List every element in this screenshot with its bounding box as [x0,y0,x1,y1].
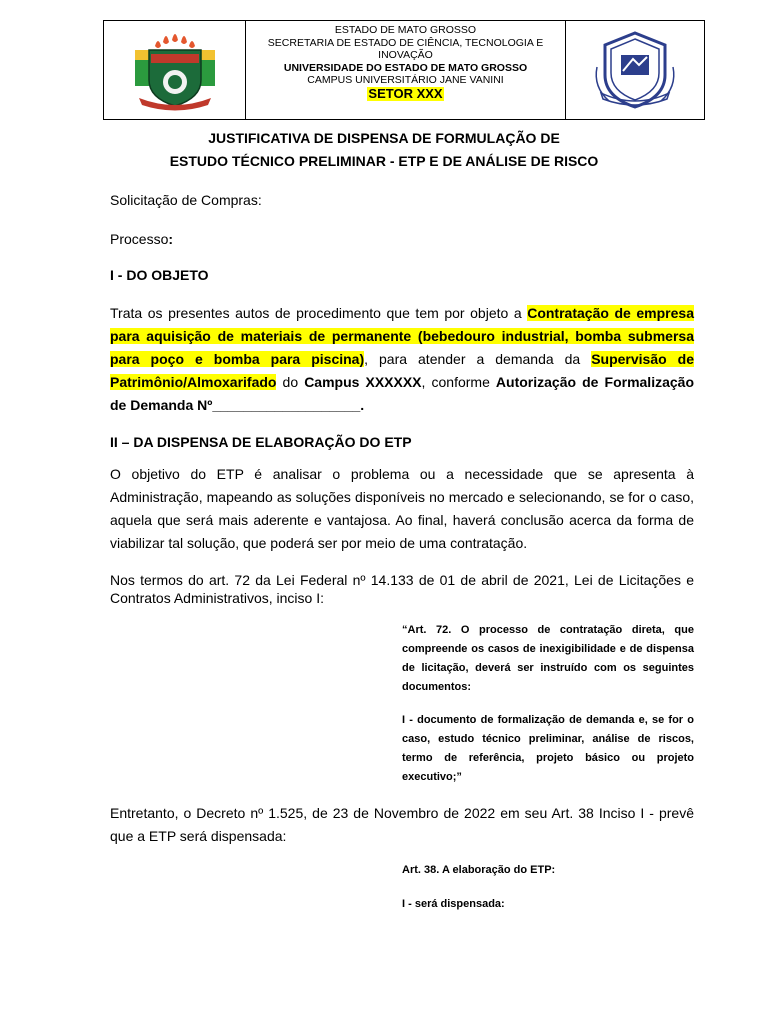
header-state: ESTADO DE MATO GROSSO [334,24,477,36]
header-text-block [246,21,566,119]
header-setor: SETOR XXX [368,85,443,101]
art38-quote-inciso: I - será dispensada: [402,898,505,910]
objeto-highlight-5: Patrimônio/Almoxarifado [110,374,277,390]
etp-objective-paragraph: O objetivo do ETP é analisar o problema ou a necessidade que se apresenta à Administração, mapeando as soluções disponíveis no mercado e selecionando, se for o caso, aquela que será mais aderente e vantajosa. Ao final, haverá conclusão acerca da forma de viabilizar tal solução, que poderá ser por meio de uma contratação. [110,466,694,551]
art72-quote-caput: “Art. 72. O processo de contratação direta, que compreende os casos de inexigibilidade e de dispensa de licitação, deverá ser instruído com os seguintes documentos: [402,624,694,693]
decreto-paragraph: Entretanto, o Decreto nº 1.525, de 23 de Novembro de 2022 em seu Art. 38 Inciso I - prevê que a ETP será dispensada: [110,805,694,844]
header-university: UNIVERSIDADE DO ESTADO DE MATO GROSSO [283,61,528,74]
objeto-autorizacao: Autorização de Formalização [495,374,695,390]
objeto-campus: Campus XXXXXX [304,374,422,390]
processo-colon: : [168,231,174,247]
unemat-logo [104,21,246,119]
objeto-text-4: , conforme [421,374,496,390]
lei-reference-paragraph: Nos termos do art. 72 da Lei Federal nº 14.133 de 01 de abril de 2021, Lei de Licitações e Contratos Administrativos, inciso I: [110,572,694,606]
section-objeto-paragraph [110,302,694,417]
solicitacao-field: Solicitação de Compras: [110,192,262,208]
objeto-highlight-4: Supervisão de [591,351,695,367]
campus-emblem-logo [566,21,704,119]
processo-field [110,228,694,251]
objeto-text-2: , para atender a demanda da [364,351,592,367]
art38-quote-caput: Art. 38. A elaboração do ETP: [402,864,556,876]
header-campus: CAMPUS UNIVERSITÁRIO JANE VANINI [307,74,504,86]
document-header [103,20,705,120]
objeto-text-1: Trata os presentes autos de procedimento que tem por objeto a [110,305,528,321]
objeto-demanda: de Demanda Nº___________________. [110,397,365,413]
art72-quote-inciso: I - documento de formalização de demanda e, se for o caso, estudo técnico preliminar, análise de riscos, termo de referência, projeto básico ou projeto executivo;” [402,714,694,783]
objeto-highlight-2: para aquisição de materiais de permanente (bebedouro industrial, bomba submersa [110,328,694,344]
header-secretariat: SECRETARIA DE ESTADO DE CIÊNCIA, TECNOLOGIA E INOVAÇÃO [267,36,544,61]
objeto-text-3: do [276,374,305,390]
document-title-line1: JUSTIFICATIVA DE DISPENSA DE FORMULAÇÃO DE [208,130,560,146]
section-dispensa-heading: II – DA DISPENSA DE ELABORAÇÃO DO ETP [110,434,412,450]
section-objeto-heading: I - DO OBJETO [110,267,209,283]
processo-label: Processo [110,231,169,247]
objeto-highlight-3: para poço e bomba para piscina) [110,351,365,367]
document-title-line2: ESTUDO TÉCNICO PRELIMINAR - ETP E DE ANÁLISE DE RISCO [169,153,599,169]
objeto-highlight-1: Contratação de empresa [527,305,694,321]
